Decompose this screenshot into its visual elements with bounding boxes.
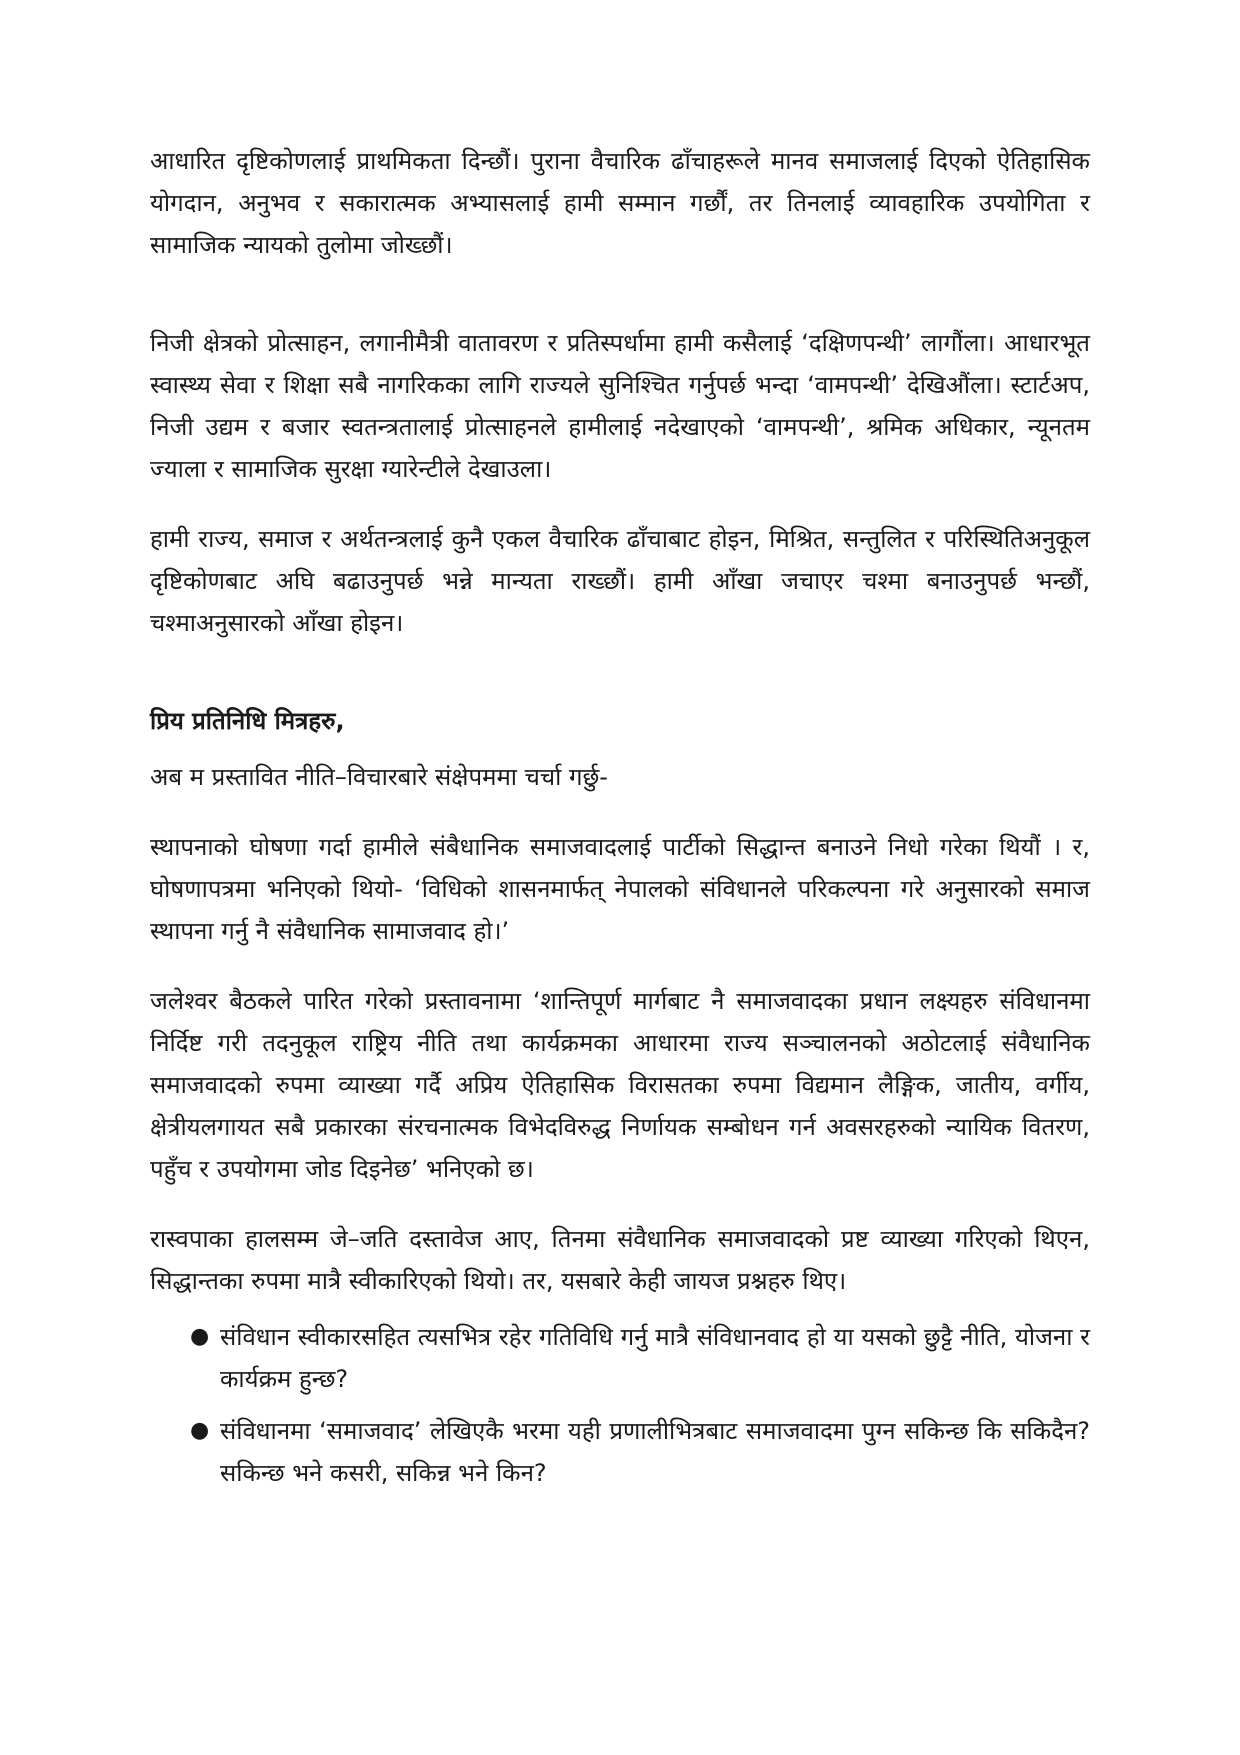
spacer bbox=[150, 266, 1090, 322]
spacer bbox=[150, 1190, 1090, 1218]
paragraph-6: रास्वपाका हालसम्म जे–जति दस्तावेज आए, तिनमा संवैधानिक समाजवादको प्रष्ट व्याख्या गरिएको थिएन, सिद्धान्तका रुपमा मात्रै स्वीकारिएको थियो। तर, यसबारे केही जायज प्रश्नहरु थिए। bbox=[150, 1225, 1090, 1295]
paragraph-5: जलेश्वर बैठकले पारित गरेको प्रस्तावनामा ‘शान्तिपूर्ण मार्गबाट नै समाजवादका प्रधान लक्ष्यहरु संविधानमा निर्दिष्ट गरी तदनुकूल राष्ट्रिय नीति तथा कार्यक्रमका आधारमा राज्य सञ्चालनको अठोटलाई संवैधानिक समाजवादको रुपमा व्याख्या गर्दै अप्रिय ऐतिहासिक विरासतका रुपमा विद्यमान लैङ्गिक, जातीय, वर्गीय, क्षेत्रीयलगायत सबै प्रकारका संरचनात्मक विभेदविरुद्ध निर्णायक सम्बोधन गर्न अवसरहरुको न्यायिक वितरण, पहुँच र उपयोगमा जोड दिइनेछ’ भनिएको छ। bbox=[150, 987, 1090, 1183]
list-item bbox=[150, 1410, 1090, 1494]
paragraph-1: आधारित दृष्टिकोणलाई प्राथमिकता दिन्छौं। पुराना वैचारिक ढाँचाहरूले मानव समाजलाई दिएको ऐतिहासिक योगदान, अनुभव र सकारात्मक अभ्यासलाई हामी सम्मान गर्छौं, तर तिनलाई व्यावहारिक उपयोगिता र सामाजिक न्यायको तुलोमा जोख्छौं। bbox=[150, 147, 1090, 259]
paragraph-3: हामी राज्य, समाज र अर्थतन्त्रलाई कुनै एकल वैचारिक ढाँचाबाट होइन, मिश्रित, सन्तुलित र परिस्थितिअनुकूल दृष्टिकोणबाट अघि बढाउनुपर्छ भन्ने मान्यता राख्छौं। हामी आँखा जचाएर चश्मा बनाउनुपर्छ भन्छौं, चश्माअनुसारको आँखा होइन। bbox=[150, 525, 1090, 637]
paragraph-2: निजी क्षेत्रको प्रोत्साहन, लगानीमैत्री वातावरण र प्रतिस्पर्धामा हामी कसैलाई ‘दक्षिणपन्थी’ लागौंला। आधारभूत स्वास्थ्य सेवा र शिक्षा सबै नागरिकका लागि राज्यले सुनिश्चित गर्नुपर्छ भन्दा ‘वामपन्थी’ देखिऔंला। स्टार्टअप, निजी उद्यम र बजार स्वतन्त्रतालाई प्रोत्साहनले हामीलाई नदेखाएको ‘वामपन्थी’, श्रमिक अधिकार, न्यूनतम ज्याला र सामाजिक सुरक्षा ग्यारेन्टीले देखाउला। bbox=[150, 329, 1090, 483]
spacer bbox=[150, 1302, 1090, 1316]
salutation-heading: प्रिय प्रतिनिधि मित्रहरु, bbox=[150, 707, 345, 735]
intro-line: अब म प्रस्तावित नीति–विचारबारे संक्षेपममा चर्चा गर्छु- bbox=[150, 763, 608, 791]
list-item bbox=[150, 1316, 1090, 1400]
bullet-icon: ● bbox=[190, 1324, 210, 1349]
spacer bbox=[150, 490, 1090, 518]
bullet-icon: ● bbox=[190, 1418, 210, 1443]
paragraph-4: स्थापनाको घोषणा गर्दा हामीले संबैधानिक समाजवादलाई पार्टीको सिद्धान्त बनाउने निधो गरेका थियौं । र, घोषणापत्रमा भनिएको थियो- ‘विधिको शासनमार्फत् नेपालको संविधानले परिकल्पना गरे अनुसारको समाज स्थापना गर्नु नै संवैधानिक सामाजवाद हो।’ bbox=[150, 833, 1090, 945]
question-list bbox=[150, 1316, 1090, 1494]
document-page bbox=[150, 140, 1090, 1504]
spacer bbox=[150, 742, 1090, 756]
list-item-text: संविधान स्वीकारसहित त्यसभित्र रहेर गतिविधि गर्नु मात्रै संविधानवाद हो या यसको छुट्टै नीति, योजना र कार्यक्रम हुन्छ? bbox=[220, 1323, 1090, 1393]
spacer bbox=[150, 798, 1090, 826]
spacer bbox=[150, 644, 1090, 700]
list-item-text: संविधानमा ‘समाजवाद’ लेखिएकै भरमा यही प्रणालीभित्रबाट समाजवादमा पुग्न सकिन्छ कि सकिदैन? सकिन्छ भने कसरी, सकिन्न भने किन? bbox=[220, 1417, 1090, 1487]
spacer bbox=[150, 952, 1090, 980]
